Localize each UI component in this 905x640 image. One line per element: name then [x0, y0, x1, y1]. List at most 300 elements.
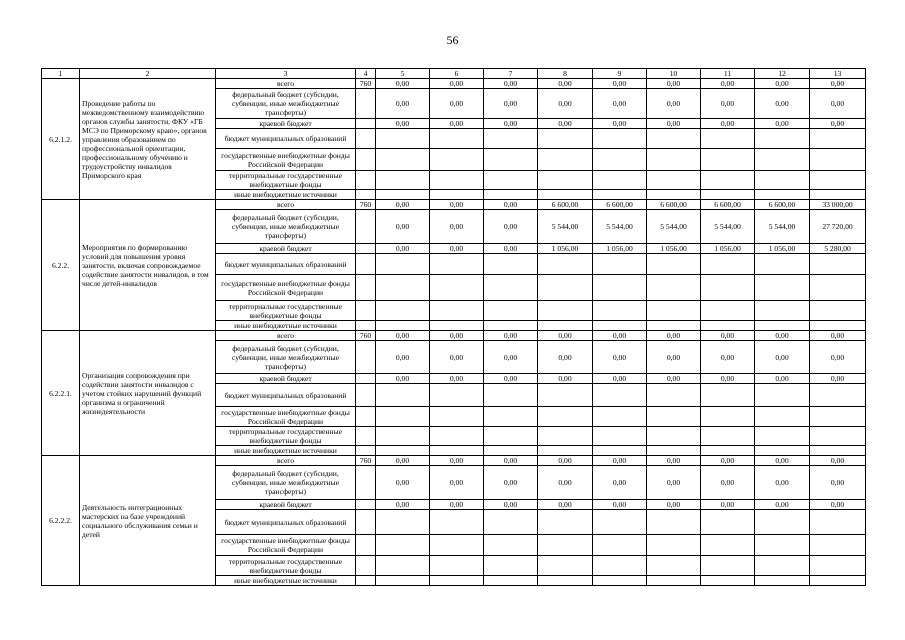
- amount-cell: 0,00: [701, 79, 755, 89]
- amount-cell: 0,00: [484, 200, 538, 210]
- amount-cell: 0,00: [593, 456, 647, 466]
- ministry-code-empty: [356, 510, 376, 535]
- amount-cell: [810, 535, 866, 556]
- amount-cell: 0,00: [647, 466, 701, 500]
- amount-cell: [810, 384, 866, 407]
- amount-cell: 0,00: [810, 456, 866, 466]
- funding-source-regional: краевой бюджет: [216, 500, 356, 510]
- amount-cell: 0,00: [810, 89, 866, 119]
- amount-cell: [647, 446, 701, 456]
- amount-cell: [647, 301, 701, 321]
- amount-cell: [538, 427, 593, 446]
- amount-cell: 0,00: [755, 331, 810, 341]
- ministry-code: 760: [356, 79, 376, 89]
- amount-cell: [593, 535, 647, 556]
- ministry-code-empty: [356, 171, 376, 190]
- amount-cell: [810, 275, 866, 301]
- amount-cell: 1 056,00: [701, 244, 755, 254]
- amount-cell: 0,00: [430, 200, 484, 210]
- amount-cell: [430, 427, 484, 446]
- budget-table: [41, 68, 866, 586]
- amount-cell: 0,00: [701, 500, 755, 510]
- amount-cell: [810, 556, 866, 576]
- amount-cell: [484, 149, 538, 171]
- amount-cell: [593, 446, 647, 456]
- amount-cell: 0,00: [647, 331, 701, 341]
- amount-cell: 0,00: [538, 331, 593, 341]
- column-number-row: [42, 69, 866, 79]
- column-number-cell: 10: [647, 69, 701, 79]
- amount-cell: 6 600,00: [538, 200, 593, 210]
- amount-cell: [701, 446, 755, 456]
- amount-cell: [593, 301, 647, 321]
- ministry-code-empty: [356, 576, 376, 586]
- funding-source-territorial-funds: территориальные государственные внебюджетные фонды: [216, 301, 356, 321]
- amount-cell: [593, 190, 647, 200]
- amount-cell: [810, 427, 866, 446]
- amount-cell: [755, 384, 810, 407]
- column-number-cell: 8: [538, 69, 593, 79]
- amount-cell: 0,00: [538, 79, 593, 89]
- amount-cell: [647, 535, 701, 556]
- amount-cell: [647, 407, 701, 427]
- amount-cell: [755, 149, 810, 171]
- amount-cell: 0,00: [810, 341, 866, 374]
- amount-cell: [810, 149, 866, 171]
- amount-cell: 0,00: [376, 119, 430, 129]
- item-number: 6.2.2.: [42, 200, 80, 331]
- amount-cell: 0,00: [484, 244, 538, 254]
- ministry-code-empty: [356, 446, 376, 456]
- amount-cell: 0,00: [701, 456, 755, 466]
- amount-cell: [810, 254, 866, 275]
- amount-cell: [538, 407, 593, 427]
- amount-cell: [430, 321, 484, 331]
- amount-cell: [538, 275, 593, 301]
- amount-cell: [430, 384, 484, 407]
- amount-cell: 0,00: [484, 500, 538, 510]
- amount-cell: [810, 510, 866, 535]
- amount-cell: [430, 576, 484, 586]
- amount-cell: 0,00: [430, 456, 484, 466]
- amount-cell: 0,00: [484, 374, 538, 384]
- ministry-code-empty: [356, 301, 376, 321]
- amount-cell: 1 056,00: [755, 244, 810, 254]
- amount-cell: [484, 446, 538, 456]
- amount-cell: [810, 301, 866, 321]
- amount-cell: 0,00: [430, 466, 484, 500]
- amount-cell: 0,00: [376, 374, 430, 384]
- amount-cell: 0,00: [755, 119, 810, 129]
- ministry-code-empty: [356, 466, 376, 500]
- amount-cell: [430, 254, 484, 275]
- amount-cell: [755, 535, 810, 556]
- amount-cell: [484, 321, 538, 331]
- amount-cell: 0,00: [538, 466, 593, 500]
- funding-source-municipal: бюджет муниципальных образований: [216, 384, 356, 407]
- item-number: 6.2.2.1.: [42, 331, 80, 456]
- amount-cell: 0,00: [484, 466, 538, 500]
- item-name: Организация сопровождения при содействии занятости инвалидов с учетом стойких нарушений функций организма и ограничений жизнедеятельности: [80, 331, 216, 456]
- funding-source-other: иные внебюджетные источники: [216, 576, 356, 586]
- amount-cell: 0,00: [430, 89, 484, 119]
- column-number-cell: 7: [484, 69, 538, 79]
- funding-source-territorial-funds: территориальные государственные внебюджетные фонды: [216, 171, 356, 190]
- amount-cell: [647, 171, 701, 190]
- amount-cell: [810, 190, 866, 200]
- amount-cell: 0,00: [593, 341, 647, 374]
- amount-cell: [593, 321, 647, 331]
- amount-cell: [593, 427, 647, 446]
- amount-cell: [701, 254, 755, 275]
- amount-cell: [593, 407, 647, 427]
- amount-cell: 0,00: [376, 466, 430, 500]
- amount-cell: [484, 171, 538, 190]
- amount-cell: [538, 535, 593, 556]
- amount-cell: [484, 556, 538, 576]
- amount-cell: [701, 275, 755, 301]
- table-row: [42, 79, 866, 89]
- amount-cell: [593, 576, 647, 586]
- funding-source-total: всего: [216, 79, 356, 89]
- column-number-cell: 13: [810, 69, 866, 79]
- amount-cell: [593, 510, 647, 535]
- amount-cell: [430, 556, 484, 576]
- amount-cell: 0,00: [376, 456, 430, 466]
- column-number-cell: 4: [356, 69, 376, 79]
- amount-cell: 0,00: [701, 119, 755, 129]
- ministry-code-empty: [356, 119, 376, 129]
- amount-cell: [701, 384, 755, 407]
- ministry-code-empty: [356, 341, 376, 374]
- funding-source-other: иные внебюджетные источники: [216, 190, 356, 200]
- amount-cell: [701, 190, 755, 200]
- amount-cell: 0,00: [430, 374, 484, 384]
- amount-cell: 0,00: [376, 500, 430, 510]
- amount-cell: [376, 321, 430, 331]
- amount-cell: 0,00: [430, 341, 484, 374]
- amount-cell: [484, 427, 538, 446]
- amount-cell: [593, 275, 647, 301]
- amount-cell: 5 280,00: [810, 244, 866, 254]
- ministry-code-empty: [356, 384, 376, 407]
- amount-cell: 0,00: [755, 374, 810, 384]
- amount-cell: [647, 129, 701, 149]
- amount-cell: [647, 576, 701, 586]
- funding-source-municipal: бюджет муниципальных образований: [216, 254, 356, 275]
- ministry-code-empty: [356, 427, 376, 446]
- amount-cell: 0,00: [810, 79, 866, 89]
- amount-cell: [484, 535, 538, 556]
- column-number-cell: 12: [755, 69, 810, 79]
- amount-cell: [647, 384, 701, 407]
- amount-cell: 1 056,00: [593, 244, 647, 254]
- amount-cell: [701, 510, 755, 535]
- amount-cell: 0,00: [430, 119, 484, 129]
- amount-cell: [755, 576, 810, 586]
- funding-source-total: всего: [216, 331, 356, 341]
- amount-cell: [430, 510, 484, 535]
- amount-cell: 6 600,00: [755, 200, 810, 210]
- ministry-code-empty: [356, 190, 376, 200]
- amount-cell: [755, 321, 810, 331]
- amount-cell: 5 544,00: [593, 210, 647, 244]
- amount-cell: [701, 407, 755, 427]
- amount-cell: 0,00: [810, 374, 866, 384]
- amount-cell: 0,00: [376, 341, 430, 374]
- column-number-cell: 9: [593, 69, 647, 79]
- amount-cell: 0,00: [538, 89, 593, 119]
- amount-cell: [593, 384, 647, 407]
- amount-cell: [538, 149, 593, 171]
- amount-cell: 0,00: [430, 331, 484, 341]
- funding-source-state-funds: государственные внебюджетные фонды Российской Федерации: [216, 535, 356, 556]
- amount-cell: [701, 321, 755, 331]
- amount-cell: 0,00: [376, 79, 430, 89]
- amount-cell: [755, 510, 810, 535]
- amount-cell: [538, 576, 593, 586]
- ministry-code: 760: [356, 331, 376, 341]
- amount-cell: 0,00: [430, 244, 484, 254]
- funding-source-territorial-funds: территориальные государственные внебюджетные фонды: [216, 556, 356, 576]
- ministry-code-empty: [356, 500, 376, 510]
- amount-cell: [593, 171, 647, 190]
- amount-cell: [755, 556, 810, 576]
- amount-cell: 5 544,00: [647, 210, 701, 244]
- amount-cell: 0,00: [593, 119, 647, 129]
- ministry-code: 760: [356, 200, 376, 210]
- amount-cell: 0,00: [430, 79, 484, 89]
- amount-cell: 0,00: [484, 79, 538, 89]
- ministry-code-empty: [356, 149, 376, 171]
- funding-source-other: иные внебюджетные источники: [216, 446, 356, 456]
- amount-cell: [755, 301, 810, 321]
- ministry-code-empty: [356, 89, 376, 119]
- column-number-cell: 5: [376, 69, 430, 79]
- amount-cell: 0,00: [755, 466, 810, 500]
- amount-cell: [755, 427, 810, 446]
- funding-source-regional: краевой бюджет: [216, 119, 356, 129]
- column-number-cell: 1: [42, 69, 80, 79]
- amount-cell: [755, 446, 810, 456]
- amount-cell: [430, 149, 484, 171]
- amount-cell: [484, 129, 538, 149]
- amount-cell: 0,00: [647, 341, 701, 374]
- amount-cell: [593, 254, 647, 275]
- amount-cell: 0,00: [376, 200, 430, 210]
- amount-cell: 0,00: [538, 341, 593, 374]
- amount-cell: 0,00: [647, 500, 701, 510]
- amount-cell: [701, 301, 755, 321]
- amount-cell: [484, 576, 538, 586]
- funding-source-municipal: бюджет муниципальных образований: [216, 510, 356, 535]
- amount-cell: 0,00: [755, 89, 810, 119]
- amount-cell: [810, 171, 866, 190]
- amount-cell: [376, 407, 430, 427]
- amount-cell: 0,00: [484, 89, 538, 119]
- amount-cell: 6 600,00: [647, 200, 701, 210]
- amount-cell: 0,00: [376, 89, 430, 119]
- amount-cell: [484, 407, 538, 427]
- amount-cell: 0,00: [647, 456, 701, 466]
- amount-cell: [647, 149, 701, 171]
- item-name: Деятельность интеграционных мастерских на базе учреждений социального обслуживания семьи и детей: [80, 456, 216, 586]
- table-row: [42, 331, 866, 341]
- table-row: [42, 200, 866, 210]
- column-number-cell: 6: [430, 69, 484, 79]
- amount-cell: 0,00: [484, 119, 538, 129]
- amount-cell: 27 720,00: [810, 210, 866, 244]
- amount-cell: [755, 129, 810, 149]
- amount-cell: 0,00: [430, 500, 484, 510]
- funding-source-regional: краевой бюджет: [216, 244, 356, 254]
- amount-cell: [647, 254, 701, 275]
- funding-source-federal: федеральный бюджет (субсидии, субвенции, иные межбюджетные трансферты): [216, 341, 356, 374]
- funding-source-municipal: бюджет муниципальных образований: [216, 129, 356, 149]
- amount-cell: 33 000,00: [810, 200, 866, 210]
- amount-cell: 5 544,00: [538, 210, 593, 244]
- amount-cell: [376, 576, 430, 586]
- amount-cell: [376, 427, 430, 446]
- amount-cell: [376, 149, 430, 171]
- amount-cell: [593, 556, 647, 576]
- amount-cell: 0,00: [538, 500, 593, 510]
- table-row: [42, 456, 866, 466]
- amount-cell: [647, 427, 701, 446]
- amount-cell: 0,00: [376, 331, 430, 341]
- amount-cell: 0,00: [376, 244, 430, 254]
- amount-cell: 0,00: [701, 331, 755, 341]
- amount-cell: [755, 254, 810, 275]
- amount-cell: [376, 129, 430, 149]
- amount-cell: [376, 190, 430, 200]
- funding-source-total: всего: [216, 456, 356, 466]
- amount-cell: 0,00: [701, 341, 755, 374]
- ministry-code-empty: [356, 321, 376, 331]
- amount-cell: 0,00: [376, 210, 430, 244]
- amount-cell: [484, 275, 538, 301]
- amount-cell: [647, 275, 701, 301]
- item-number: 6.2.1.2.: [42, 79, 80, 200]
- amount-cell: [430, 301, 484, 321]
- ministry-code: 760: [356, 456, 376, 466]
- amount-cell: 1 056,00: [538, 244, 593, 254]
- amount-cell: [376, 535, 430, 556]
- amount-cell: [755, 190, 810, 200]
- amount-cell: 0,00: [810, 119, 866, 129]
- amount-cell: [810, 129, 866, 149]
- amount-cell: 0,00: [755, 456, 810, 466]
- amount-cell: [701, 129, 755, 149]
- amount-cell: 5 544,00: [755, 210, 810, 244]
- amount-cell: [701, 556, 755, 576]
- amount-cell: [484, 384, 538, 407]
- amount-cell: 0,00: [593, 466, 647, 500]
- amount-cell: 1 056,00: [647, 244, 701, 254]
- amount-cell: [538, 190, 593, 200]
- amount-cell: 0,00: [701, 374, 755, 384]
- amount-cell: [538, 254, 593, 275]
- amount-cell: 0,00: [647, 79, 701, 89]
- amount-cell: 0,00: [484, 331, 538, 341]
- amount-cell: [430, 535, 484, 556]
- amount-cell: 0,00: [538, 374, 593, 384]
- amount-cell: 6 600,00: [701, 200, 755, 210]
- amount-cell: [430, 446, 484, 456]
- amount-cell: [755, 275, 810, 301]
- amount-cell: [593, 129, 647, 149]
- amount-cell: 0,00: [538, 119, 593, 129]
- amount-cell: [376, 556, 430, 576]
- amount-cell: 0,00: [538, 456, 593, 466]
- funding-source-state-funds: государственные внебюджетные фонды Российской Федерации: [216, 275, 356, 301]
- amount-cell: 0,00: [484, 456, 538, 466]
- amount-cell: [430, 190, 484, 200]
- amount-cell: [376, 254, 430, 275]
- funding-source-federal: федеральный бюджет (субсидии, субвенции, иные межбюджетные трансферты): [216, 466, 356, 500]
- column-number-cell: 3: [216, 69, 356, 79]
- amount-cell: [647, 556, 701, 576]
- item-name: Мероприятия по формированию условий для повышения уровня занятости, включая сопровождаемое содействие занятости инвалидов, в том числе детей-инвалидов: [80, 200, 216, 331]
- amount-cell: 0,00: [810, 500, 866, 510]
- amount-cell: 0,00: [593, 79, 647, 89]
- funding-source-federal: федеральный бюджет (субсидии, субвенции, иные межбюджетные трансферты): [216, 210, 356, 244]
- amount-cell: 0,00: [701, 89, 755, 119]
- amount-cell: 0,00: [484, 341, 538, 374]
- amount-cell: [538, 129, 593, 149]
- amount-cell: 0,00: [755, 500, 810, 510]
- amount-cell: 0,00: [755, 79, 810, 89]
- amount-cell: [376, 171, 430, 190]
- funding-source-regional: краевой бюджет: [216, 374, 356, 384]
- page-number: 56: [446, 33, 459, 47]
- amount-cell: [701, 149, 755, 171]
- ministry-code-empty: [356, 210, 376, 244]
- amount-cell: [755, 407, 810, 427]
- amount-cell: [538, 171, 593, 190]
- amount-cell: 0,00: [810, 331, 866, 341]
- amount-cell: 0,00: [755, 341, 810, 374]
- amount-cell: [430, 129, 484, 149]
- amount-cell: [538, 384, 593, 407]
- ministry-code-empty: [356, 556, 376, 576]
- amount-cell: [538, 510, 593, 535]
- amount-cell: [484, 301, 538, 321]
- funding-source-other: иные внебюджетные источники: [216, 321, 356, 331]
- item-name: Проведение работы по межведомственному взаимодействию органов службы занятости, ФКУ «ГБ МСЭ по Приморскому краю», органов управления образованием по профессиональной ориентации, профессиональному обучению и трудоустройству инвалидов Приморского края: [80, 79, 216, 200]
- ministry-code-empty: [356, 407, 376, 427]
- table-body: [42, 69, 866, 586]
- amount-cell: [755, 171, 810, 190]
- amount-cell: 0,00: [430, 210, 484, 244]
- column-number-cell: 2: [80, 69, 216, 79]
- amount-cell: 6 600,00: [593, 200, 647, 210]
- ministry-code-empty: [356, 254, 376, 275]
- funding-source-territorial-funds: территориальные государственные внебюджетные фонды: [216, 427, 356, 446]
- amount-cell: [376, 510, 430, 535]
- column-number-cell: 11: [701, 69, 755, 79]
- amount-cell: [701, 576, 755, 586]
- amount-cell: [376, 446, 430, 456]
- amount-cell: [701, 535, 755, 556]
- amount-cell: [484, 254, 538, 275]
- ministry-code-empty: [356, 374, 376, 384]
- amount-cell: 0,00: [593, 331, 647, 341]
- amount-cell: [430, 275, 484, 301]
- amount-cell: [376, 275, 430, 301]
- funding-source-federal: федеральный бюджет (субсидии, субвенции, иные межбюджетные трансферты): [216, 89, 356, 119]
- item-number: 6.2.2.2.: [42, 456, 80, 586]
